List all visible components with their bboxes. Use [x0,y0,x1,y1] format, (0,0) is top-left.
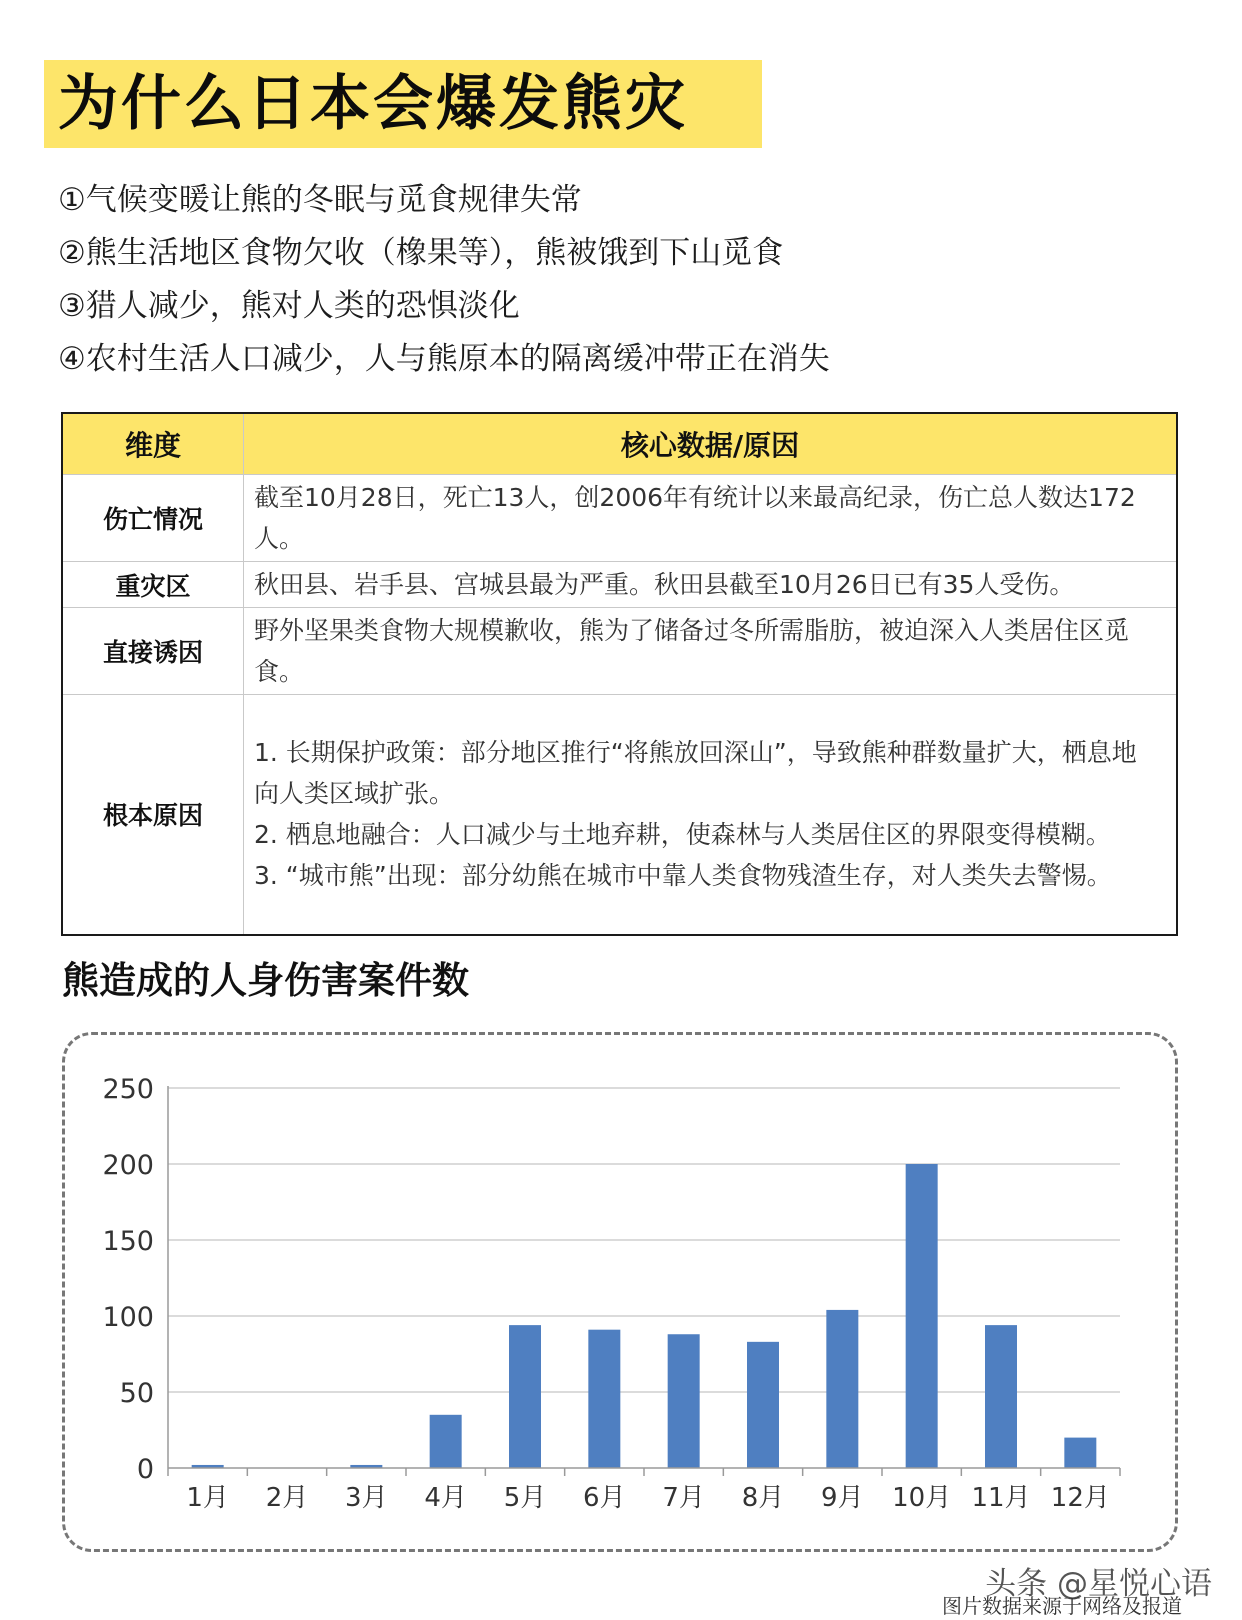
x-tick-label: 12月 [1050,1483,1110,1513]
row-dimension: 直接诱因 [62,608,244,695]
bar [588,1330,620,1468]
reason-item: ④农村生活人口减少，人与熊原本的隔离缓冲带正在消失 [58,341,830,377]
x-tick-label: 8月 [741,1483,785,1513]
detail-line: 秋田县、岩手县、宫城县最为严重。秋田县截至10月26日已有35人受伤。 [254,570,1075,599]
chart-y-axis [102,1074,154,1485]
y-tick-label: 50 [119,1378,154,1409]
bar [985,1325,1017,1468]
x-tick-label: 2月 [265,1483,309,1513]
detail-line: 2. 栖息地融合：人口减少与土地弃耕，使森林与人类居住区的界限变得模糊。 [254,820,1111,850]
detail-line: 1. 长期保护政策：部分地区推行“将熊放回深山”，导致熊种群数量扩大，栖息地向人类区域扩张。 [254,738,1137,809]
x-tick-label: 1月 [186,1483,229,1513]
bar [826,1310,858,1468]
source-note: 图片数据来源于网络及报道 [942,1594,1182,1618]
table-header-dimension: 维度 [62,413,244,475]
y-tick-label: 0 [136,1454,154,1485]
reason-item: ③猎人减少，熊对人类的恐惧淡化 [58,288,520,324]
x-tick-label: 10月 [892,1483,952,1513]
x-tick-label: 6月 [583,1483,626,1513]
x-tick-label: 4月 [424,1483,467,1513]
x-tick-label: 11月 [971,1483,1031,1513]
y-tick-label: 250 [102,1074,154,1105]
x-tick-label: 5月 [503,1483,547,1513]
detail-line: 野外坚果类食物大规模歉收，熊为了储备过冬所需脂肪，被迫深入人类居住区觅食。 [254,616,1130,686]
chart-gridlines [168,1088,1120,1392]
reason-item: ①气候变暖让熊的冬眠与觅食规律失常 [58,182,582,218]
bar [906,1164,938,1468]
detail-line: 3. “城市熊”出现：部分幼熊在城市中靠人类食物残渣生存，对人类失去警惕。 [254,861,1112,891]
y-tick-label: 150 [102,1226,154,1257]
x-tick-label: 7月 [662,1483,705,1513]
row-dimension: 根本原因 [62,695,244,935]
bar [1064,1438,1096,1468]
bar [668,1334,700,1468]
chart-x-axis [168,1086,1120,1513]
row-dimension: 伤亡情况 [62,475,244,562]
x-tick-label: 3月 [345,1483,388,1513]
table-header-detail: 核心数据/原因 [244,413,1178,475]
page-title: 为什么日本会爆发熊灾 [58,69,688,139]
bar [509,1325,541,1468]
reason-item: ②熊生活地区食物欠收（橡果等），熊被饿到下山觅食 [58,235,784,271]
row-dimension: 重灾区 [62,562,244,608]
detail-line: 截至10月28日，死亡13人，创2006年有统计以来最高纪录，伤亡总人数达172人。 [254,483,1136,553]
bar [747,1342,779,1468]
watermark: 头条 @星悦心语 [985,1566,1212,1602]
chart-title: 熊造成的人身伤害案件数 [62,959,469,1002]
bar [430,1415,462,1468]
y-tick-label: 100 [102,1302,154,1333]
y-tick-label: 200 [102,1150,154,1181]
x-tick-label: 9月 [821,1483,864,1513]
